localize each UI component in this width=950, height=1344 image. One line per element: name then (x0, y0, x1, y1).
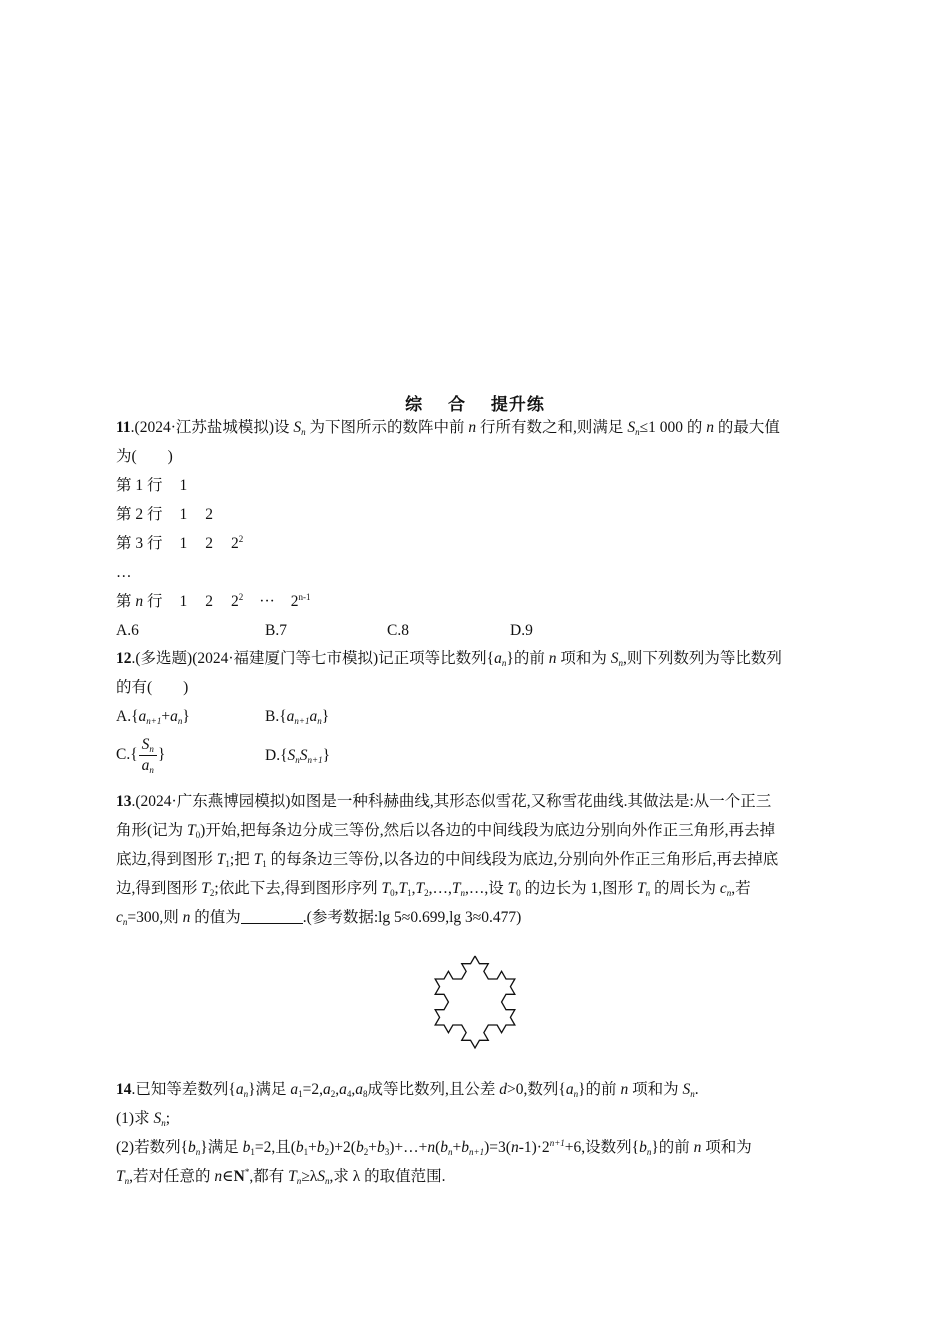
koch-snowflake-figure (412, 930, 538, 1070)
q12-number: 12 (116, 650, 132, 667)
q11-number: 11 (116, 419, 131, 436)
q14-number: 14 (116, 1081, 132, 1098)
q11-matrix-row3: 第 3 行 1 2 $2^2$ (116, 534, 244, 552)
q13-stem-line2: 角形(记为 $T_0$)开始,把每条边分成三等份,然后以各边的中间线段为底边分别向外作正三角形,再去掉 (116, 822, 775, 840)
q14-stem-line1: 14.已知等差数列$\{a_n\}$满足 $a_1=2,a_2,a_4,a_8$成等比数列,且公差 d>0,数列$\{a_n\}$的前 n 项和为 $S_n$. (116, 1081, 699, 1099)
q13-stem-line4: 边,得到图形 $T_2$;依此下去,得到图形序列 $T_0,T_1,T_2,\dots,T_n,\dots$,设 $T_0$ 的边长为 1,图形 $T_n$ 的周长为 $c_n$,若 (116, 880, 751, 898)
q12-option-c: C.{ $\frac{S_n}{a_n}$ } (116, 736, 166, 775)
q11-option-b: B.7 (265, 622, 287, 639)
q14-part1: (1)求 $S_n$; (116, 1110, 171, 1128)
q13-stem-line1: 13.(2024·广东燕博园模拟)如图是一种科赫曲线,其形态似雪花,又称雪花曲线.其做法是:从一个正三 (116, 793, 772, 810)
q12-stem-line1: 12.(多选题)(2024·福建厦门等七市模拟)记正项等比数列$\{a_n\}$的前 n 项和为 $S_n$,则下列数列为等比数列 (116, 650, 782, 668)
q11-option-a: A.6 (116, 622, 139, 639)
q12-option-d: $D.\{S_nS_{n+1}\}$ (265, 747, 331, 765)
q11-matrix-row1: 第 1 行 1 (116, 477, 188, 494)
section-title: 综 合 提升练 (405, 395, 545, 415)
q13-stem-line3: 底边,得到图形 $T_1$;把 $T_1$ 的每条边三等份,以各边的中间线段为底边,分别向外作正三角形后,再去掉底 (116, 851, 779, 869)
q11-stem-line2: 为( ) (116, 448, 173, 465)
q12-option-a: $A.\{a_{n+1}+a_n\}$ (116, 708, 190, 726)
q11-option-c: C.8 (387, 622, 409, 639)
q11-stem-line1: 11.(2024·江苏盐城模拟)设 $S_n$ 为下图所示的数阵中前 n 行所有数之和,则满足 $S_n\le 1$ 000 的 n 的最大值 (116, 419, 780, 437)
q11-matrix-row2: 第 2 行 1 2 (116, 506, 214, 523)
q11-n: n (135, 593, 144, 610)
q14-part2-line2: $T_n$,若对任意的 n∈N*,都有 $T_n\ge\lambda S_n$,求 λ 的取值范围. (116, 1167, 446, 1186)
q13-number: 13 (116, 793, 132, 810)
q11-option-d: D.9 (510, 622, 533, 639)
q12-option-c-fraction: $\frac{S_n}{a_n}$ (139, 736, 157, 775)
q11-matrix-rown: 第 n 行 1 2 $2^2$ ··· $2^{n-1}$ (116, 592, 311, 610)
q13-stem-line5: $c_n=300$,则 n 的值为 .(参考数据:lg 5≈0.699,lg 3≈0.477) (116, 909, 522, 927)
koch-snowflake-curve (435, 956, 515, 1048)
q12-option-b: $B.\{a_{n+1}a_n\}$ (265, 708, 330, 726)
q11-matrix-ellipsis: … (116, 564, 132, 581)
q12-stem-line2: 的有( ) (116, 679, 189, 696)
q14-part2-line1: (2)若数列$\{b_n\}$满足 $b_1=2$,且$(b_1+b_2)+2(b_2+b_3)+\dots+n(b_n+b_{n+1})=3(n-1)\cdot 2^{n+1}+6$,设数列$\{b_n\}$的前 n 项和为 (116, 1138, 752, 1157)
q13-answer-blank (241, 909, 303, 924)
